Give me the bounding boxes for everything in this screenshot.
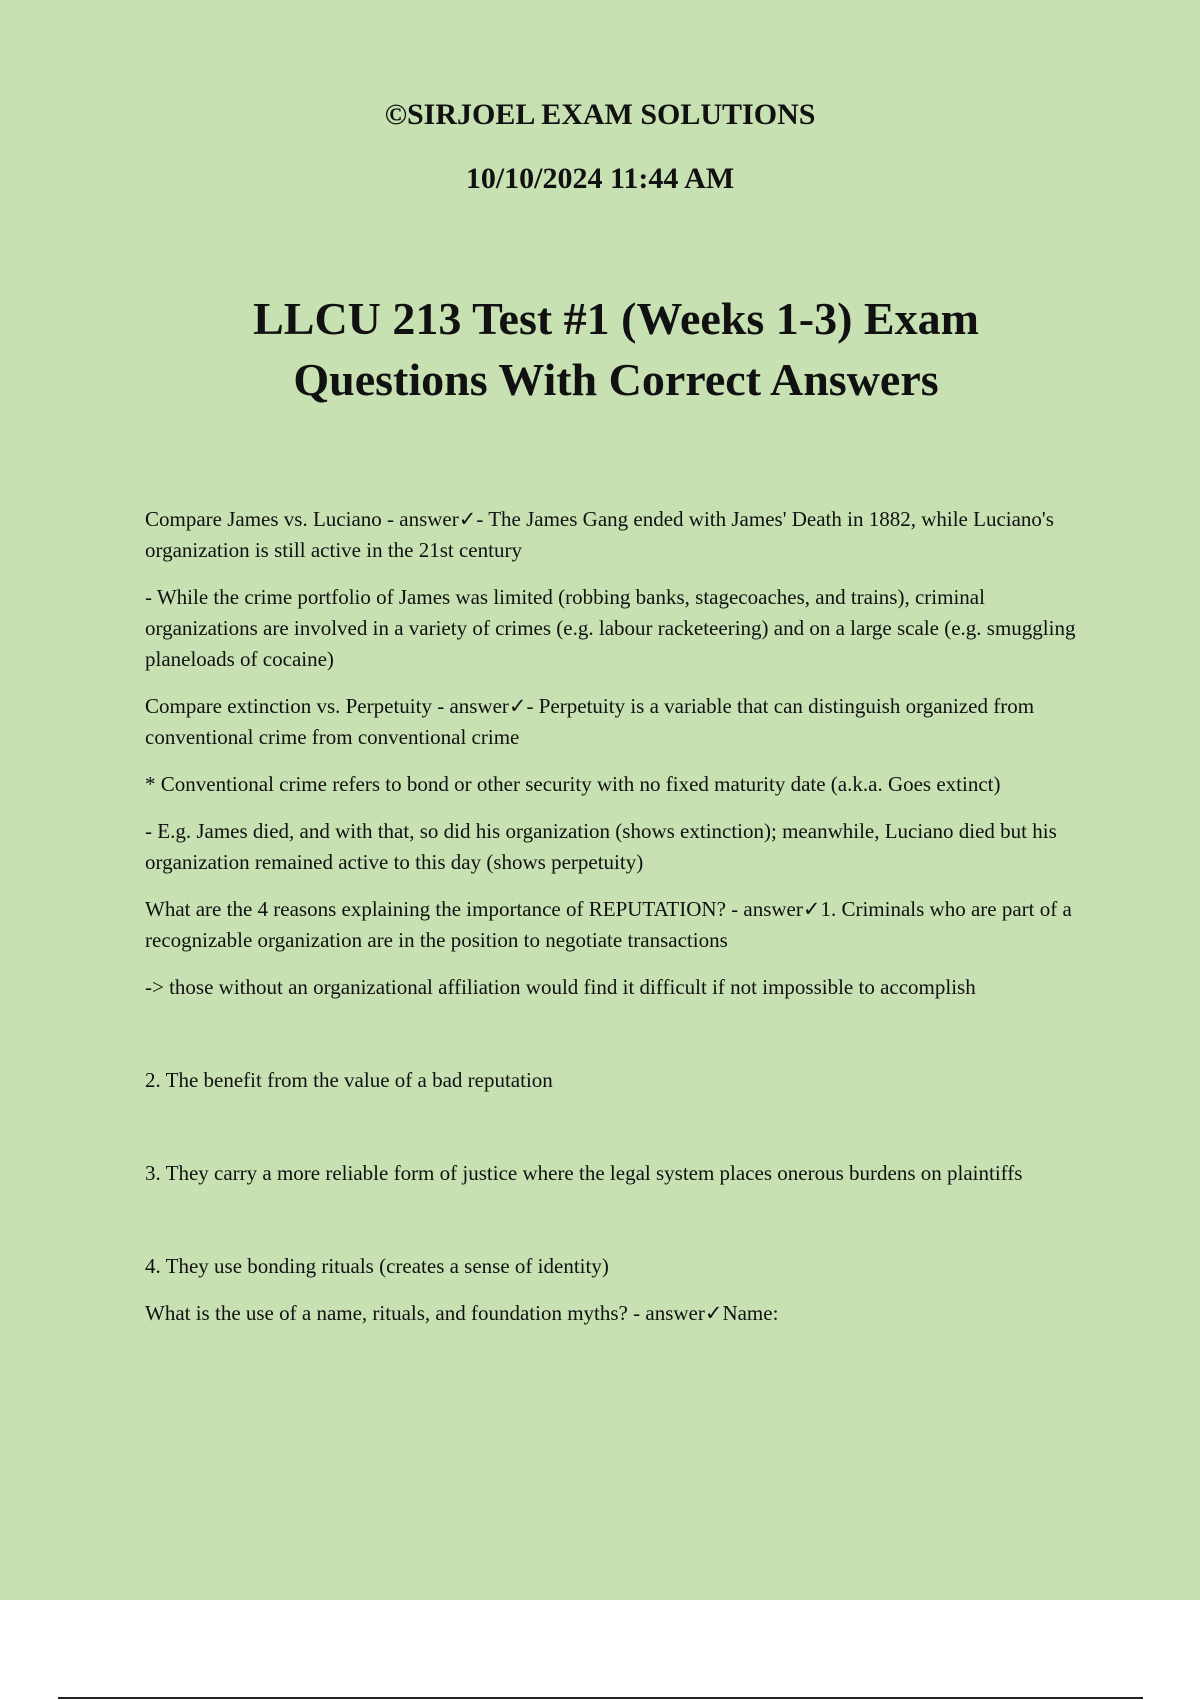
header-brand: ©SIRJOEL EXAM SOLUTIONS xyxy=(384,98,816,131)
question-james-vs-luciano: Compare James vs. Luciano - answer✓- The James Gang ended with James' Death in 1882, while Luciano's organization is still active in the 21st century xyxy=(145,507,1054,562)
title-line-2: Questions With Correct Answers xyxy=(293,354,939,405)
document-body xyxy=(145,504,1085,1345)
footer-divider xyxy=(58,1697,1143,1699)
answer-crime-portfolio: - While the crime portfolio of James was limited (robbing banks, stagecoaches, and trains), criminal organizations are involved in a variety of crimes (e.g. labour racketeering) and on a large scale (e.g. smuggling planeloads of cocaine) xyxy=(145,585,1076,671)
answer-example: - E.g. James died, and with that, so did his organization (shows extinction); meanwhile, Luciano died but his organization remained active to this day (shows perpetuity) xyxy=(145,819,1057,874)
answer-conventional-crime: * Conventional crime refers to bond or other security with no fixed maturity date (a.k.a. Goes extinct) xyxy=(145,772,1001,796)
question-name-rituals-myths: What is the use of a name, rituals, and foundation myths? - answer✓Name: xyxy=(145,1301,779,1325)
question-reputation: What are the 4 reasons explaining the importance of REPUTATION? - answer✓1. Criminals who are part of a recognizable organization are in the position to negotiate transactions xyxy=(145,897,1072,952)
document-title xyxy=(0,288,1200,410)
question-extinction-vs-perpetuity: Compare extinction vs. Perpetuity - answer✓- Perpetuity is a variable that can distinguish organized from conventional crime from conventional crime xyxy=(145,694,1035,749)
answer-reason-2: 2. The benefit from the value of a bad reputation xyxy=(145,1068,553,1092)
title-line-1: LLCU 213 Test #1 (Weeks 1-3) Exam xyxy=(253,293,979,344)
answer-affiliation: -> those without an organizational affiliation would find it difficult if not impossible to accomplish xyxy=(145,975,976,999)
answer-reason-4: 4. They use bonding rituals (creates a sense of identity) xyxy=(145,1254,609,1278)
header-datetime: 10/10/2024 11:44 AM xyxy=(465,162,735,195)
answer-reason-3: 3. They carry a more reliable form of justice where the legal system places onerous burdens on plaintiffs xyxy=(145,1161,1023,1185)
